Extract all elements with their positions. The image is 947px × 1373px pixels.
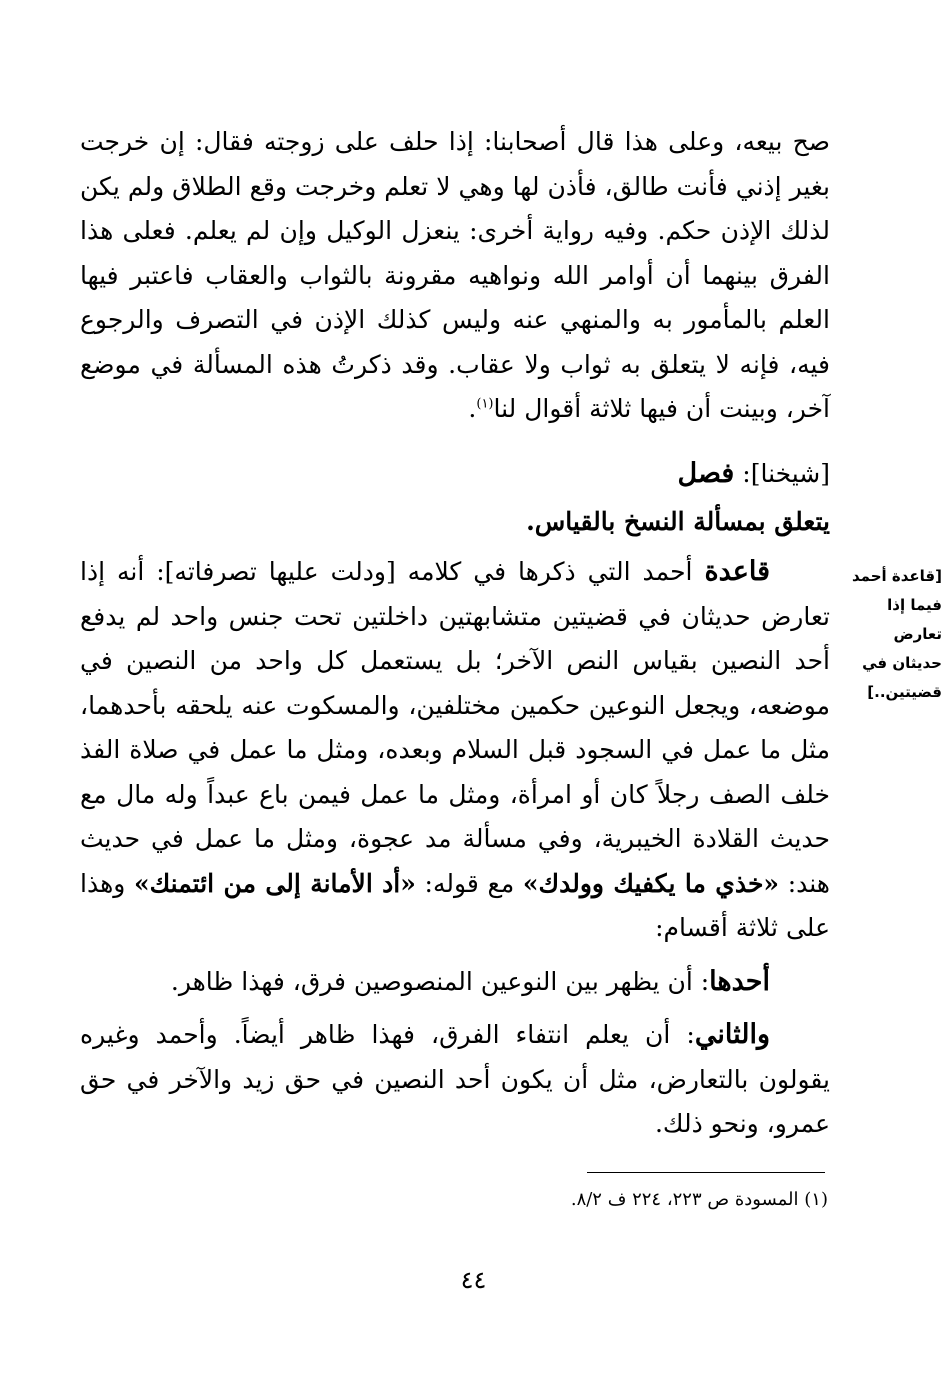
first-case-paragraph [80, 960, 830, 1005]
top-paragraph-end: . [468, 394, 477, 423]
rule-keyword: قاعدة [704, 556, 770, 587]
footnote-text: المسودة ص ٢٢٣، ٢٢٤ ف ٨/٢. [570, 1189, 805, 1210]
margin-note [838, 562, 942, 707]
section-subheading: يتعلق بمسألة النسخ بالقياس. [526, 507, 830, 536]
top-paragraph-text: صح بيعه، وعلى هذا قال أصحابنا: إذا حلف على زوجته فقال: إن خرجت بغير إذني فأنت طالق، فأذن لها وهي لا تعلم وخرجت وقع الطلاق ولم يكن لذلك الإذن حكم. وفيه رواية أخرى: ينعزل الوكيل وإن لم يعلم. فعلى هذا الفرق بينهما أن أوامر الله ونواهيه مقرونة بالثواب والعقاب فاعتبر فيها العلم بالمأمور به والمنهي عنه وليس كذلك الإذن في التصرف والرجوع فيه، فإنه لا يتعلق به ثواب ولا عقاب. وقد ذكرتُ هذه المسألة في موضع آخر، وبينت أن فيها ثلاثة أقوال لنا [80, 127, 830, 423]
second-case-text: : أن يعلم انتفاء الفرق، فهذا ظاهر أيضاً. وأحمد وغيره يقولون بالتعارض، مثل أن يكون أحد النصين في حق زيد والآخر في حق عمرو، ونحو ذلك. [80, 1020, 830, 1138]
footnote-reference[interactable]: (١) [476, 396, 494, 412]
hadith-quote-1: «خذي ما يكفيك وولدك» [522, 868, 780, 898]
page-number: ٤٤ [460, 1266, 487, 1294]
footnote [300, 1185, 828, 1215]
section-heading [80, 452, 830, 497]
top-paragraph [80, 120, 830, 432]
section-heading-title: فصل [677, 458, 735, 489]
margin-note-line: فيما إذا [887, 596, 942, 614]
rule-text-3: وهذا على ثلاثة أقسام: [80, 868, 830, 942]
rule-paragraph [80, 550, 830, 951]
second-case-paragraph [80, 1013, 830, 1147]
hadith-quote-2: «أد الأمانة إلى من ائتمنك» [133, 868, 416, 898]
margin-note-line: تعارض [893, 625, 942, 643]
footnote-divider [587, 1172, 825, 1173]
rule-text-2: مع قوله: [415, 868, 523, 898]
rule-text-1: أحمد التي ذكرها في كلامه [ودلت عليها تصرفاته]: أنه إذا تعارض حديثان في قضيتين متشابهتين داخلتين تحت جنس واحد لم يدفع أحد النصين بقياس النص الآخر؛ بل يستعمل كل واحد من النصين في موضعه، ويجعل النوعين حكمين مختلفين، والمسكوت عنه يلحقه بأحدهما، مثل ما عمل في السجود قبل السلام وبعده، ومثل ما عمل في صلاة الفذ خلف الصف رجلاً كان أو امرأة، ومثل ما عمل فيمن باع عبداً وله مال مع حديث القلادة الخيبرية، وفي مسألة مد عجوة، ومثل ما عمل في حديث هند: [80, 557, 830, 898]
margin-note-line: حديثان في [862, 654, 942, 672]
second-case-label: والثاني [694, 1019, 770, 1050]
section-heading-prefix: [شيخنا]: [734, 459, 830, 488]
footnote-marker: (١) [804, 1189, 828, 1210]
first-case-text: : أن يظهر بين النوعين المنصوصين فرق، فهذا ظاهر. [170, 967, 710, 996]
margin-note-line: قضيتين..] [867, 683, 942, 701]
margin-note-line: [قاعدة أحمد [852, 567, 942, 585]
first-case-label: أحدها [709, 966, 770, 997]
